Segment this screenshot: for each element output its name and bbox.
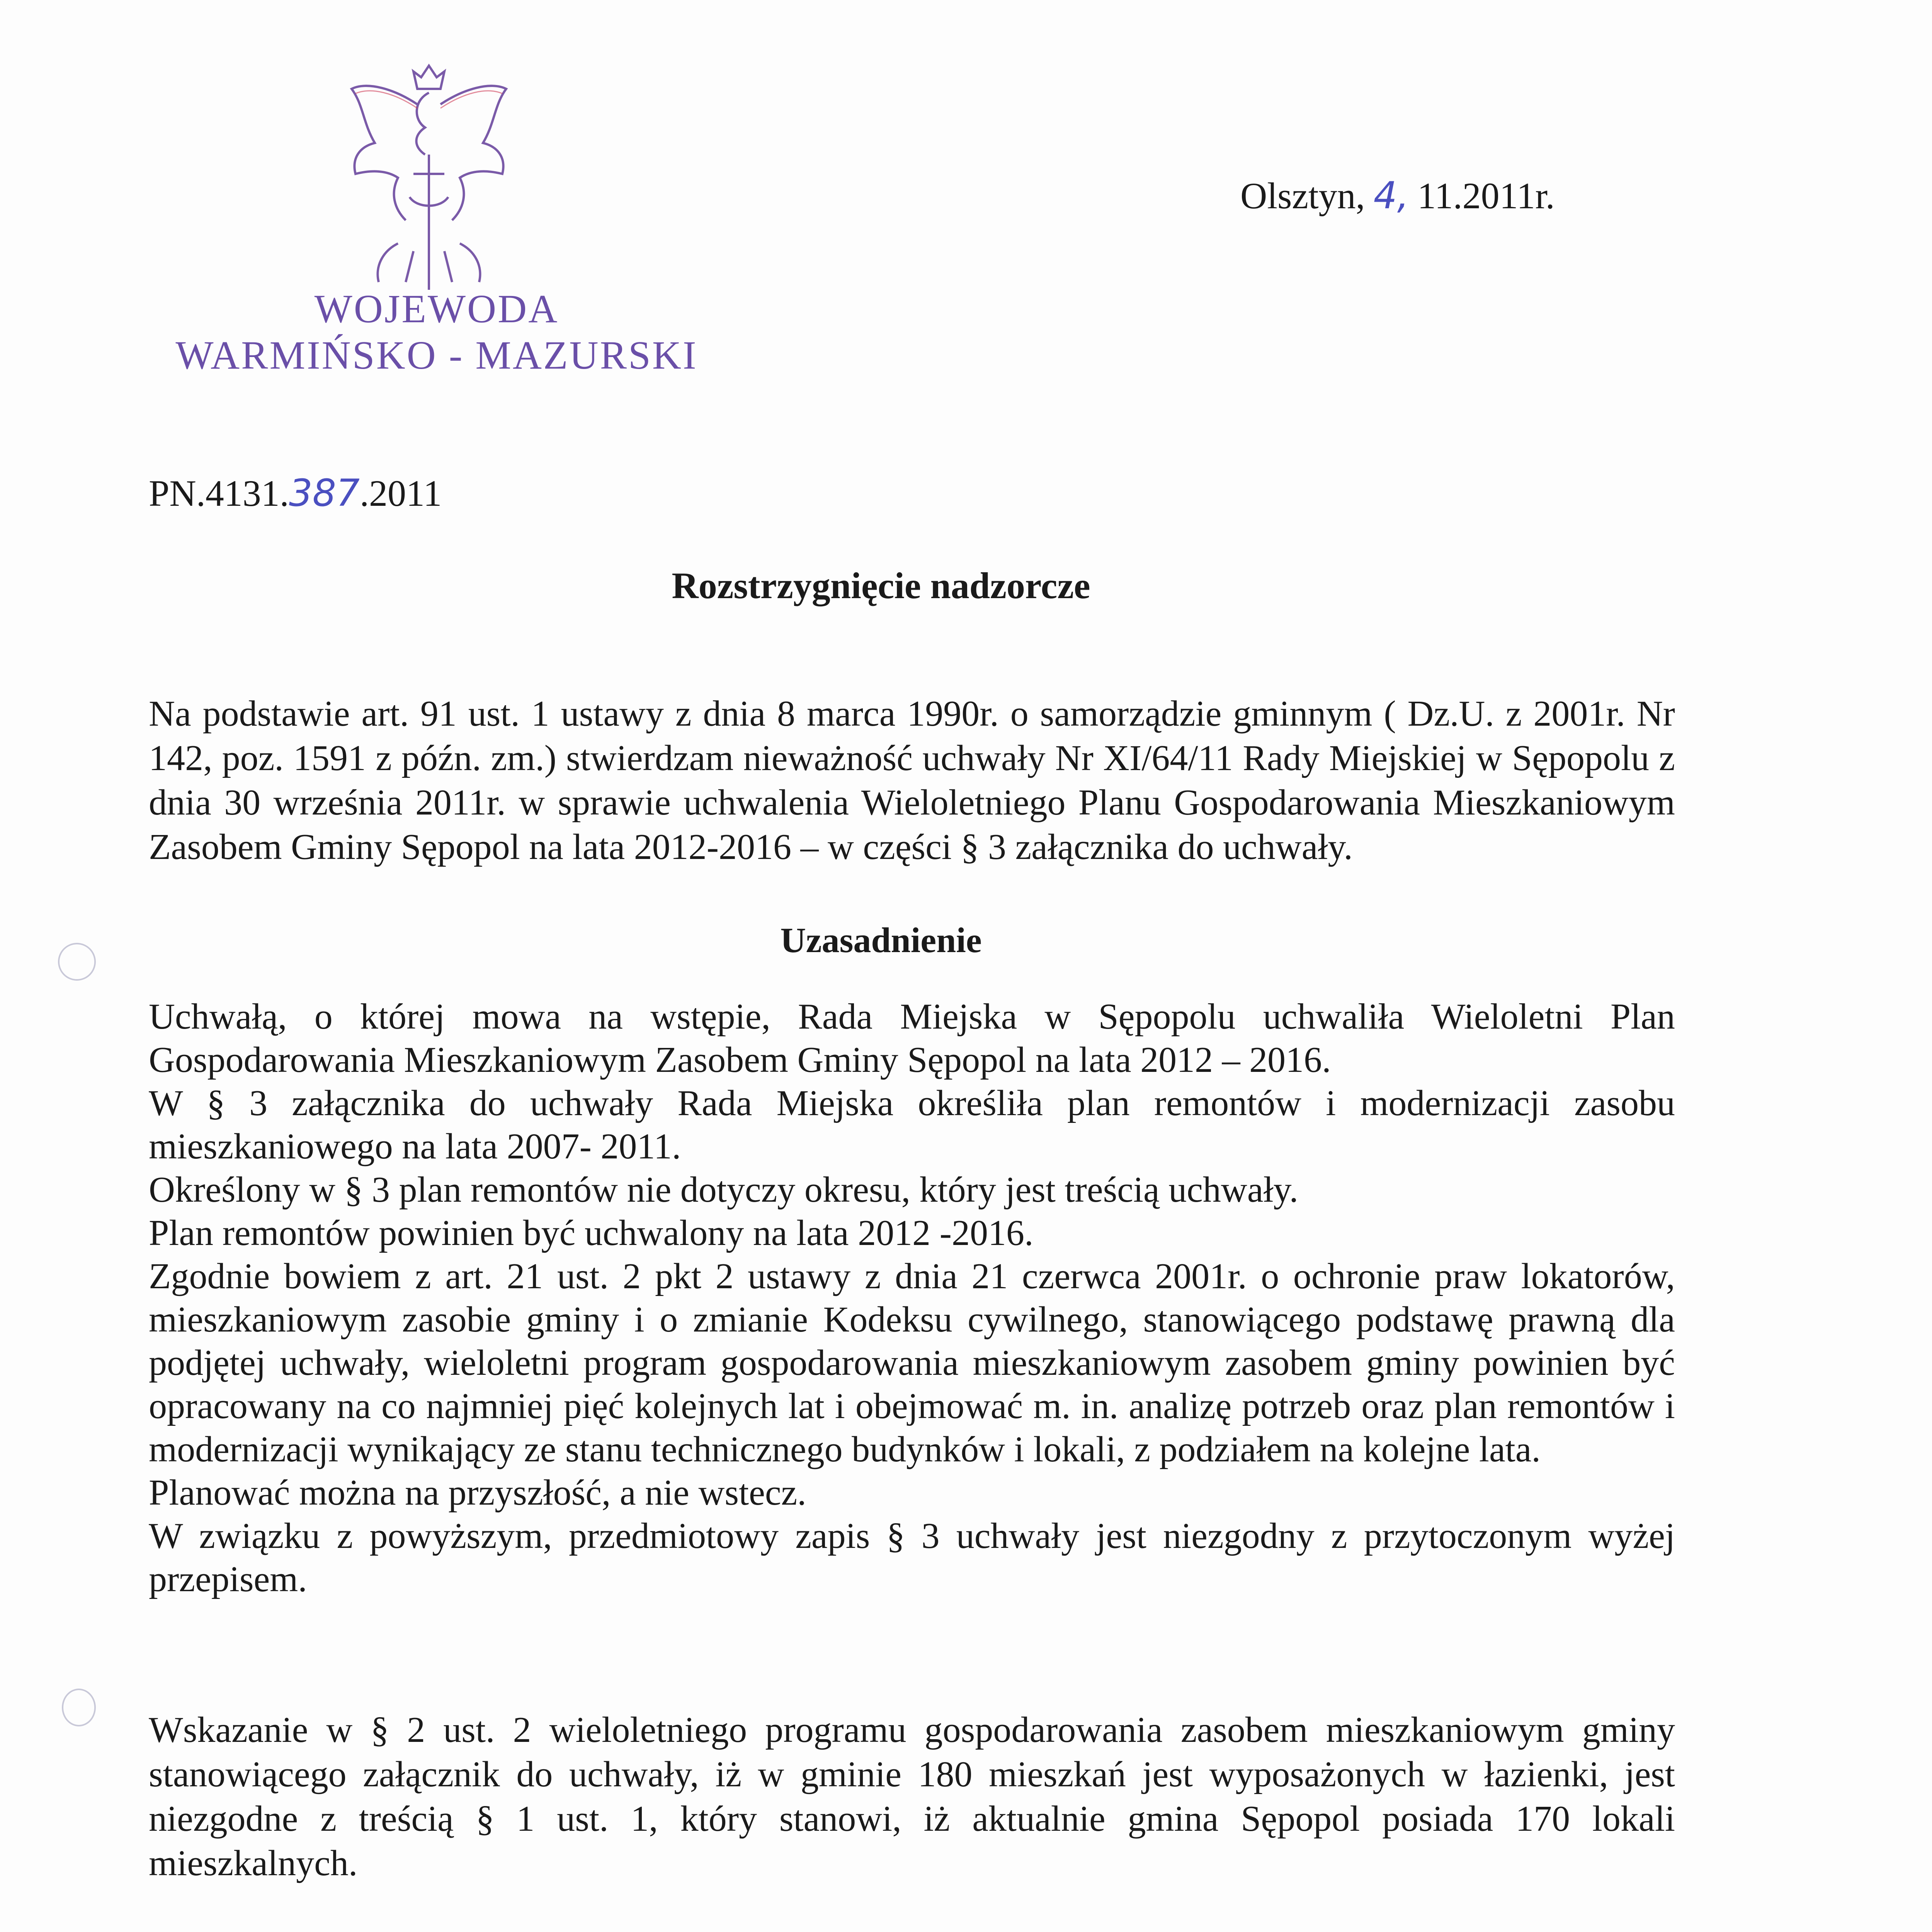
handwritten-day: 4,: [1373, 174, 1409, 217]
reference-suffix: .2011: [359, 473, 442, 514]
justification-line: W § 3 załącznika do uchwały Rada Miejska określiła plan remontów i modernizacji zasobu mieszkaniowego na lata 2007- 2011.: [149, 1083, 1675, 1167]
office-title: WOJEWODA: [314, 287, 559, 331]
second-finding-text: Wskazanie w § 2 ust. 2 wieloletniego programu gospodarowania zasobem mieszkaniowym gminy stanowiącego załącznik do uchwały, iż w gminie 180 mieszkań jest wyposażonych w łazienki, jest niezgodne z treścią § 1 ust. 1, który stanowi, iż aktualnie gmina Sępopol posiada 170 lokali mieszkalnych.: [149, 1710, 1675, 1883]
place: Olsztyn,: [1240, 175, 1365, 216]
reference-number: [149, 471, 442, 515]
office-stamp: [166, 286, 707, 379]
justification-body: [149, 995, 1675, 1601]
punch-hole-mark: [58, 943, 96, 981]
justification-line: Plan remontów powinien być uchwalony na lata 2012 -2016.: [149, 1213, 1034, 1253]
justification-line: Zgodnie bowiem z art. 21 ust. 2 pkt 2 ustawy z dnia 21 czerwca 2001r. o ochronie praw lokatorów, mieszkaniowym zasobie gminy i o zmianie Kodeksu cywilnego, stanowiącego podstawę prawną dla podjętej uchwały, wieloletni program gospodarowania mieszkaniowym zasobem gminy powinien być opracowany na co najmniej pięć kolejnych lat i obejmować m. in. analizę potrzeb oraz plan remontów i modernizacji wynikający ze stanu technicznego budynków i lokali, z podziałem na kolejne lata.: [149, 1256, 1675, 1469]
decision-text: Na podstawie art. 91 ust. 1 ustawy z dnia 8 marca 1990r. o samorządzie gminnym ( Dz.U. z 2001r. Nr 142, poz. 1591 z późn. zm.) stwierdzam nieważność uchwały Nr XI/64/11 Rady Miejskiej w Sępopolu z dnia 30 września 2011r. w sprawie uchwalenia Wieloletniego Planu Gospodarowania Mieszkaniowym Zasobem Gminy Sępopol na lata 2012-2016 – w części § 3 załącznika do uchwały.: [149, 694, 1675, 867]
office-region: WARMIŃSKO - MAZURSKI: [175, 333, 698, 378]
date-line: [1240, 174, 1555, 217]
handwritten-reference: 387: [289, 471, 360, 515]
reference-prefix: PN.4131.: [149, 473, 289, 514]
date-rest: 11.2011r.: [1417, 175, 1555, 216]
justification-line: Planować można na przyszłość, a nie wstecz.: [149, 1473, 806, 1513]
justification-line: Uchwałą, o której mowa na wstępie, Rada Miejska w Sępopolu uchwaliła Wieloletni Plan Gospodarowania Mieszkaniowym Zasobem Gminy Sępopol na lata 2012 – 2016.: [149, 997, 1675, 1080]
justification-line: W związku z powyższym, przedmiotowy zapis § 3 uchwały jest niezgodny z przytoczonym wyżej przepisem.: [149, 1516, 1675, 1599]
justification-title: Uzasadnienie: [780, 920, 982, 960]
polish-eagle-emblem-icon: [321, 58, 537, 298]
document-title: Rozstrzygnięcie nadzorcze: [672, 565, 1090, 606]
punch-hole-mark: [62, 1689, 96, 1726]
second-finding: [149, 1708, 1675, 1886]
decision-paragraph: [149, 692, 1675, 869]
justification-line: Określony w § 3 plan remontów nie dotyczy okresu, który jest treścią uchwały.: [149, 1170, 1299, 1210]
